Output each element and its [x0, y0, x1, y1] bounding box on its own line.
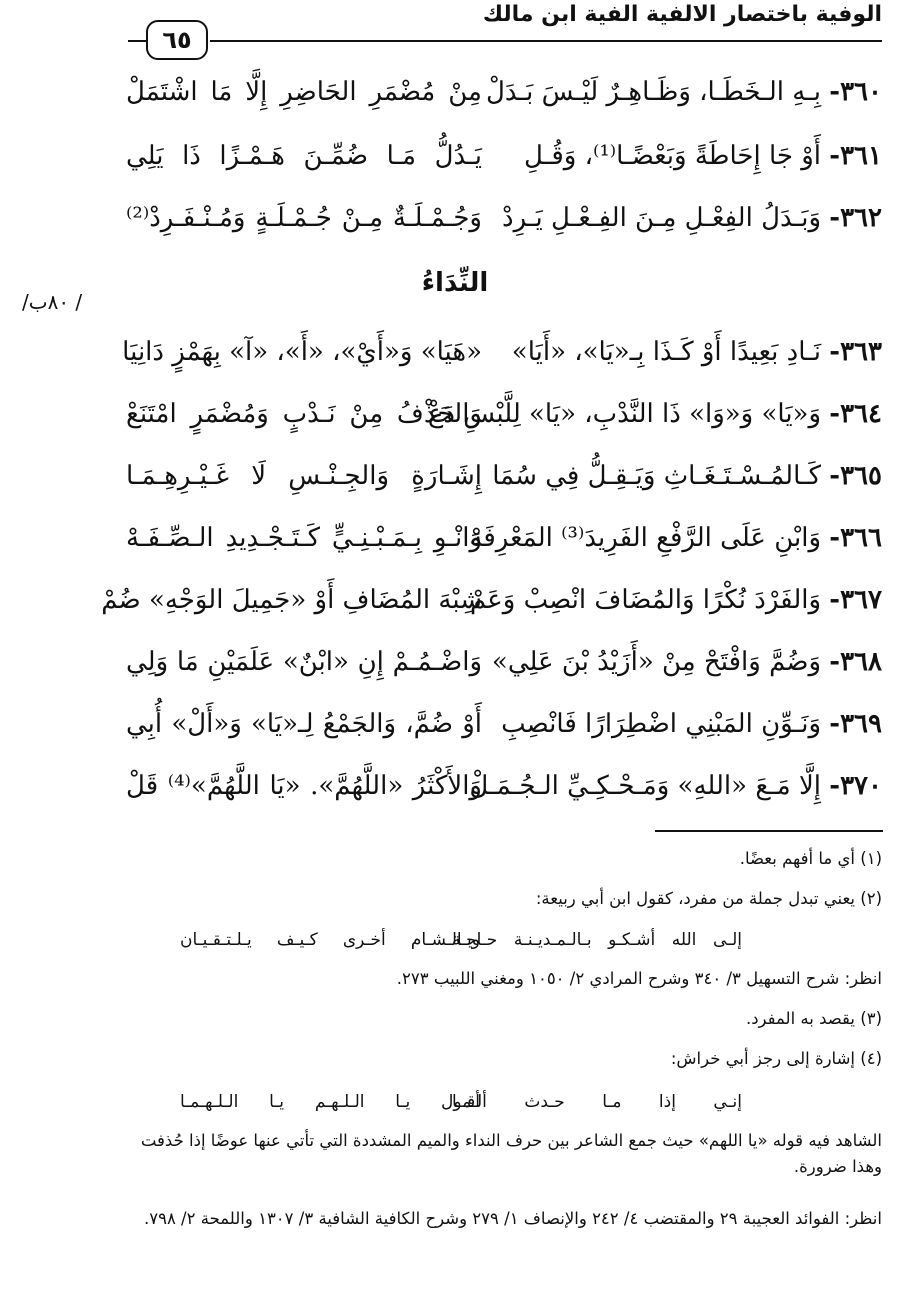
verse-text: وَالفَرْدَ نُكْرًا وَالمُضَافَ انْصِبْ وَعَمْ [469, 585, 822, 615]
page-number: ٦٥ [146, 20, 208, 60]
verse-first-hemistich [494, 454, 882, 498]
section-title: النِّدَاءُ [421, 268, 489, 298]
verse-text: وَ«يَا» وَ«وَا» ذَا النَّدْبِ، «يَا» لِلَّبْسِ دَعْ [427, 399, 822, 429]
poem-second-hemistich: وبـالـشـام أخـرى كـيـف يـلـتـقـيـان [180, 930, 480, 950]
verse-text: إِلَّا مَـعَ «اللهِ» وَمَـحْـكِـيِّ الـجُـمَـلْ [469, 771, 822, 801]
verse-text: وَضُمَّ وَافْتَحْ مِنْ «أَزَيْدُ بْنَ عَلِي» [491, 647, 822, 677]
verse-first-hemistich [494, 330, 882, 374]
verse-first-hemistich [427, 392, 882, 436]
header-rule-left [128, 40, 148, 42]
verse-line [120, 196, 882, 246]
verse-first-hemistich [494, 134, 882, 178]
verse-line [120, 70, 882, 120]
footnote-4-poem [0, 1088, 880, 1118]
verse-first-hemistich [469, 578, 882, 622]
verse-text: أَوْ جَا إِحَاطَةً وَبَعْضًـا⁽¹⁾، وَقُـلِ [524, 141, 822, 171]
verse-number: ٣٦٨- [829, 647, 882, 677]
poem-second-hemistich: أقـول يـا الـلـهـم يـا الـلـهـمـا [180, 1092, 480, 1112]
verse-first-hemistich [494, 196, 882, 240]
poem-first-hemistich: إلـى الله أشـكـو بـالـمـديـنـة حـاجـة [452, 930, 742, 950]
verse-second-hemistich: وَالأَكْثَرُ «اللَّهُمَّ». «يَا اللَّهُمَّ»⁽⁴⁾ قَلْ [126, 771, 482, 801]
verse-first-hemistich [494, 702, 882, 746]
verse-first-hemistich [469, 516, 882, 560]
verse-line [120, 392, 882, 442]
verse-number: ٣٧٠- [829, 771, 882, 801]
verse-second-hemistich: وَجُـمْـلَـةٌ مِـنْ جُـمْـلَـةٍ وَمُـنْـفَـرِدْ⁽²⁾ [126, 203, 482, 233]
verse-first-hemistich [491, 640, 882, 684]
verse-number: ٣٦٧- [829, 585, 882, 615]
verse-text: وَنَـوِّنِ المَبْنِي اضْطِرَارًا فَانْصِبِ [501, 709, 822, 739]
verse-second-hemistich: شِبْهَ المُضَافِ أَوْ «جَمِيلَ الوَجْهِ» ضُمْ [101, 585, 482, 615]
verse-text: وَبَـدَلُ الفِعْـلِ مِـنَ الفِـعْـلِ يَـرِدْ [501, 203, 822, 233]
verse-number: ٣٦١- [829, 141, 882, 171]
footnote-4-reference: انظر: الفوائد العجيبة ٢٩ والمقتضب ٤/ ٢٤٢ والإنصاف ١/ ٢٧٩ وشرح الكافية الشافية ٣/ ١٣٠٧ واللمحة ٢/ ٧٩٨. [143, 1209, 882, 1228]
footnote-3: (٣) يقصد به المفرد. [745, 1009, 882, 1028]
footnote-4-commentary: الشاهد فيه قوله «يا اللهم» حيث جمع الشاعر بين حرف النداء والميم المشددة التي تأتي عنها عوضًا إذا حُذفت وهذا ضرورة. [140, 1131, 882, 1176]
verse-line [120, 516, 882, 566]
verse-second-hemistich: «هَيَا» وَ«أَيْ»، «أَ»، «آ» بِهَمْزٍ دَانِيَا [122, 337, 482, 367]
manuscript-folio-marker: / ٨٠ب/ [22, 290, 83, 314]
poem-first-hemistich: إنـي إذا مـا حـدث ألـمـا [452, 1092, 742, 1112]
verse-second-hemistich: وَالحَذْفُ مِنْ نَـدْبٍ وَمُضْمَرٍ امْتَنَعْ [126, 399, 482, 429]
footnote-2-reference: انظر: شرح التسهيل ٣/ ٣٤٠ وشرح المرادي ٢/ ١٠٥٠ ومغني اللبيب ٢٧٣. [396, 969, 882, 988]
verse-second-hemistich: يَـدُلُّ مَـا ضُمِّـنَ هَـمْـزًا ذَا يَلِي [126, 141, 482, 171]
running-title: الوفية باختصار الالفية الفية ابن مالك [482, 2, 882, 27]
verse-line [101, 578, 882, 628]
verse-line [120, 764, 882, 814]
footnote-2: (٢) يعني تبدل جملة من مفرد، كقول ابن أبي ربيعة: [535, 889, 882, 908]
page-header [0, 0, 910, 60]
verse-text: كَـالمُـسْـتَـغَـاثِ وَيَـقِـلُّ فِي سُمَا [492, 461, 822, 491]
verse-line [120, 454, 882, 504]
verse-number: ٣٦٦- [829, 523, 882, 553]
footnote-1: (١) أي ما أفهم بعضًا. [739, 849, 882, 868]
verse-number: ٣٦٢- [829, 203, 882, 233]
verse-number: ٣٦٥- [829, 461, 882, 491]
verse-number: ٣٦٤- [829, 399, 882, 429]
footnote-4: (٤) إشارة إلى رجز أبي خراش: [670, 1049, 882, 1068]
verse-line [120, 640, 882, 690]
verse-second-hemistich: وَانْـوِ بِـمَـبْـنِـيٍّ كَـتَـجْـدِيدِ الـصِّـفَـهْ [126, 523, 482, 553]
verse-number: ٣٦٣- [829, 337, 882, 367]
verse-text: وَابْنِ عَلَى الرَّفْعِ الفَرِيدَ⁽³⁾ المَعْرِفَهْ [469, 523, 822, 553]
verse-first-hemistich [469, 764, 882, 808]
verse-second-hemistich: إِشَـارَةٍ وَالجِـنْـسِ لَا غَـيْـرِهِـمَـا [126, 461, 482, 491]
verse-text: نَـادِ بَعِيدًا أَوْ كَـذَا بِـ«يَا»، «أَيَا» [511, 337, 822, 367]
verse-number: ٣٦٠- [829, 77, 882, 107]
verse-second-hemistich: وَاضْـمُـمْ إِنِ «ابْنٌ» عَلَمَيْنِ مَا وَلِي [126, 647, 482, 677]
verse-line [120, 330, 882, 380]
footnote-separator [655, 830, 883, 832]
verse-text: بِـهِ الـخَطَـا، وَظَـاهِـرٌ لَيْـسَ بَـدَلْ [485, 77, 822, 107]
verse-line [120, 702, 882, 752]
footnote-2-poem [0, 926, 880, 956]
verse-number: ٣٦٩- [829, 709, 882, 739]
header-rule [210, 40, 882, 42]
verse-line [120, 134, 882, 184]
verse-second-hemistich: مِنْ مُضْمَرِ الحَاضِرِ إِلَّا مَا اشْتَمَلْ [126, 77, 482, 107]
verse-first-hemistich [485, 70, 882, 114]
verse-second-hemistich: أَوْ ضُمَّ، وَالجَمْعُ لِـ«يَا» وَ«أَلْ» أُبِي [126, 709, 482, 739]
